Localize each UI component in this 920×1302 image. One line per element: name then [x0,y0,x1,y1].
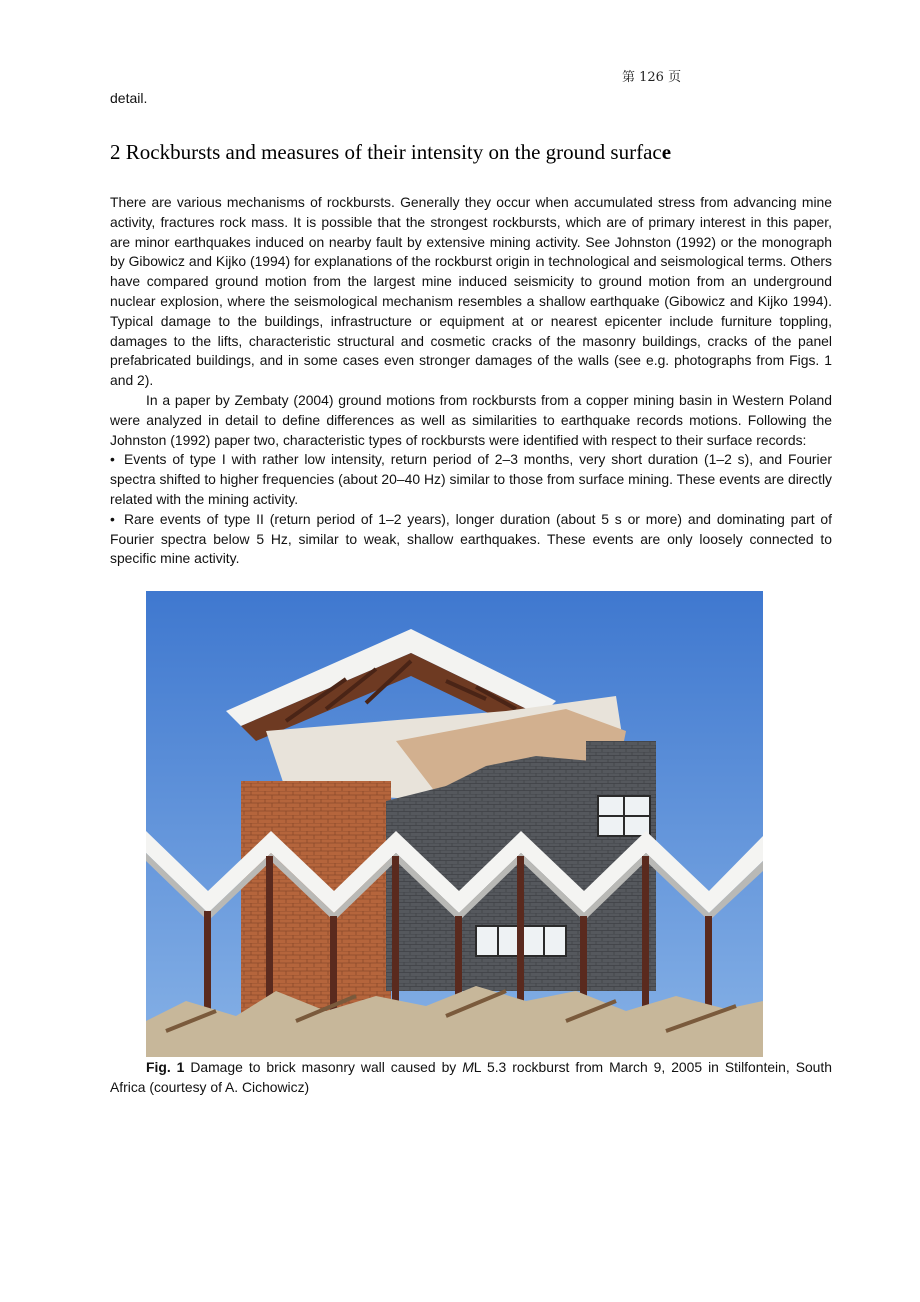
bullet-marker: • [110,451,115,468]
page-number: 第 126 页 [622,70,682,85]
bullet-text: Events of type I with rather low intensity, return period of 2–3 months, very short duration (1–2 s), and Fourier spectra shifted to higher frequencies (about 20–40 Hz) similar to those from surface mining. These events are directly related with the mining activity. [110,451,832,507]
bullet-marker: • [110,510,115,527]
caption-text-pre: Damage to brick masonry wall caused by [184,1059,463,1075]
bullet-item-type-1 [110,450,832,509]
damaged-building-illustration [146,591,763,1057]
caption-magnitude-symbol: M [462,1059,474,1075]
section-heading-last-letter: e [661,140,672,164]
figure-photograph-damaged-building [146,591,763,1057]
section-heading [110,138,832,166]
figure-caption [110,1058,832,1098]
paragraph-zembaty: In a paper by Zembaty (2004) ground motions from rockbursts from a copper mining basin in Western Poland were analyzed in detail to define differences as well as similarities to earthquake records motions. Following the Johnston (1992) paper two, characteristic types of rockbursts were identified with respect to their surface records: [110,391,832,448]
figure-label: Fig. 1 [146,1059,185,1075]
bullet-text: Rare events of type II (return period of 1–2 years), longer duration (about 5 s or more) and dominating part of Fourier spectra below 5 Hz, similar to weak, shallow earthquakes. These events are only loosely connected to specific mine activity. [110,510,832,567]
paragraph-mechanisms: There are various mechanisms of rockbursts. Generally they occur when accumulated stress from advancing mine activity, fractures rock mass. It is possible that the strongest rockbursts, which are of primary interest in this paper, are minor earthquakes induced on nearby fault by extensive mining activity. See Johnston (1992) or the monograph by Gibowicz and Kijko (1994) for explanations of the rockburst origin in technological and seismological terms. Others have compared ground motion from the largest mine induced seismicity to ground motion from an underground nuclear explosion, where the seismological mechanism resembles a shallow earthquake (Gibowicz and Kijko 1994). Typical damage to the buildings, infrastructure or equipment at or nearest epicenter include furniture toppling, damages to the lifts, characteristic structural and cosmetic cracks of the masonry buildings, cracks of the panel prefabricated buildings, and in some cases even stronger damages of the walls (see e.g. photographs from Figs. 1 and 2). [110,194,832,389]
body-text [110,193,832,569]
lead-text: detail. [110,90,148,106]
bullet-item-type-2 [110,510,832,569]
section-heading-main: 2 Rockbursts and measures of their intensity on the ground surfac [110,140,662,164]
caption-text-post: L 5.3 rockburst from March 9, 2005 in Stilfontein, South Africa (courtesy of A. Cichowicz) [110,1059,832,1095]
